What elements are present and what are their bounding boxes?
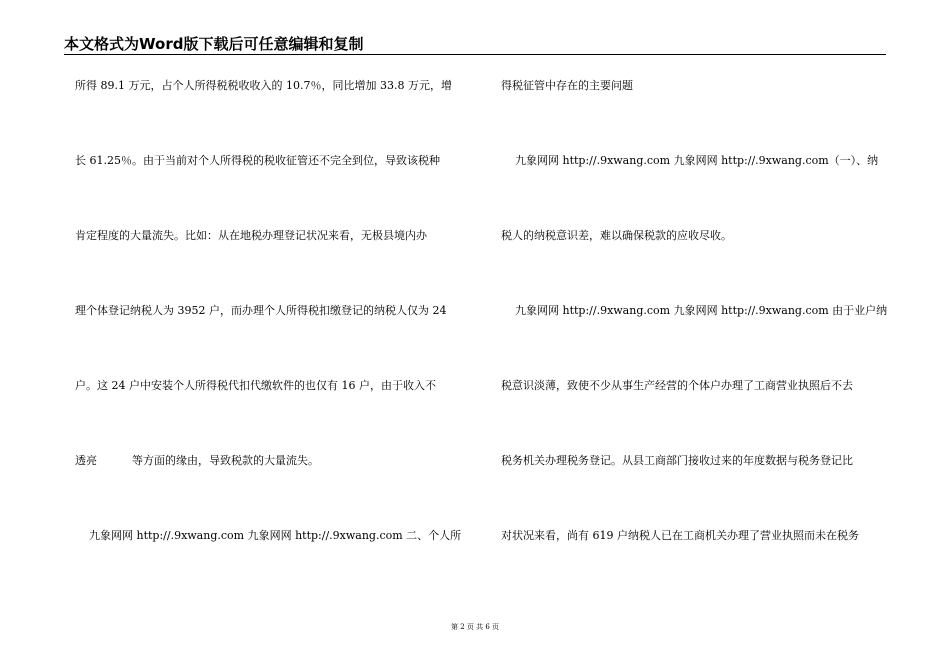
right-line-6: 税务机关办理税务登记。从县工商部门接收过来的年度数据与税务登记比	[501, 454, 853, 467]
left-line-3: 肯定程度的大量流失。比如：从在地税办理登记状况来看，无极县境内办	[75, 229, 427, 242]
right-line-5: 税意识淡薄，致使不少从事生产经营的个体户办理了工商营业执照后不去	[501, 379, 853, 392]
left-line-7: 九象网网 http://.9xwang.com 九象网网 http://.9xwang.com 二、个人所	[75, 529, 462, 542]
right-line-3: 税人的纳税意识差，难以确保税款的应收尽收。	[501, 229, 732, 242]
document-header-title: 本文格式为Word版下载后可任意编辑和复制	[64, 35, 364, 53]
right-line-1: 得税征管中存在的主要问题	[501, 79, 633, 92]
page-number-footer: 第 2 页 共 6 页	[450, 623, 500, 631]
right-line-4: 九象网网 http://.9xwang.com 九象网网 http://.9xwang.com 由于业户纳	[501, 304, 888, 317]
right-line-7: 对状况来看，尚有 619 户纳税人已在工商机关办理了营业执照而未在税务	[501, 529, 859, 542]
left-line-5: 户。这 24 户中安装个人所得税代扣代缴软件的也仅有 16 户，由于收入不	[75, 379, 436, 392]
left-line-2: 长 61.25％。由于当前对个人所得税的税收征管还不完全到位，导致该税种	[75, 154, 440, 167]
left-line-1: 所得 89.1 万元，占个人所得税税收收入的 10.7％，同比增加 33.8 万元，增	[75, 79, 452, 92]
left-line-6: 透亮 等方面的缘由，导致税款的大量流失。	[75, 454, 319, 467]
header-divider	[64, 54, 886, 55]
left-line-4: 理个体登记纳税人为 3952 户，而办理个人所得税扣缴登记的纳税人仅为 24	[75, 304, 447, 317]
right-line-2: 九象网网 http://.9xwang.com 九象网网 http://.9xwang.com（一）、纳	[501, 154, 879, 167]
